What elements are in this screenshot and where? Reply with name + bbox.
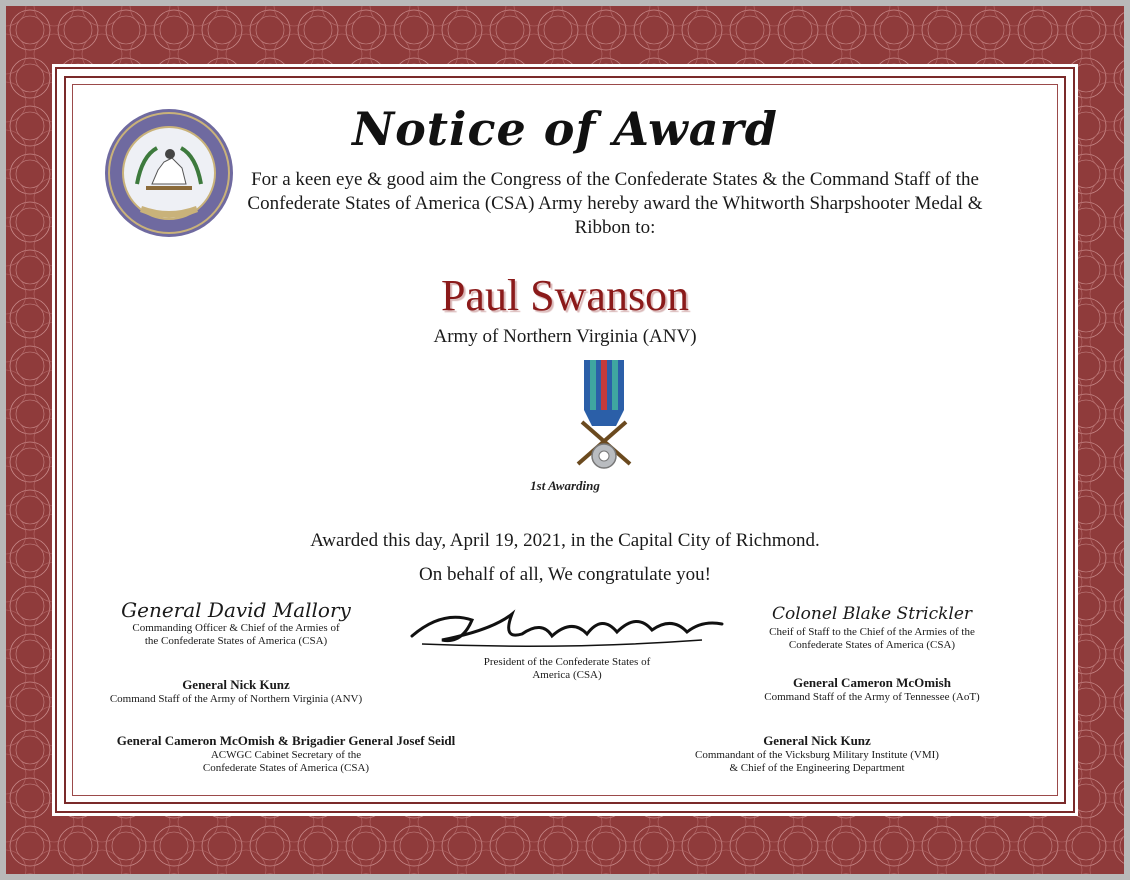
sharpshooter-medal-icon — [572, 360, 636, 476]
signature-role: Confederate States of America (CSA) — [788, 639, 956, 651]
awarding-count: 1st Awarding — [530, 478, 600, 493]
signature-name: General Cameron McOmish — [793, 675, 951, 690]
signature-mcomish-seidl — [86, 732, 486, 775]
signature-role: Confederate States of America (CSA) — [202, 762, 370, 774]
recipient-unit: Army of Northern Virginia (ANV) — [433, 326, 697, 347]
signature-role: President of the Confederate States of — [483, 656, 651, 668]
signature-strickler — [732, 602, 1012, 652]
signature-role: Command Staff of the Army of Northern Virginia (ANV) — [109, 693, 363, 705]
president-signature-image — [402, 600, 732, 652]
certificate-body — [64, 76, 1066, 804]
signature-name: General Nick Kunz — [763, 733, 871, 748]
page-title: Notice of Award — [352, 102, 778, 156]
signature-kunz-anv — [96, 676, 376, 706]
recipient-name: Paul Swanson — [440, 271, 690, 320]
signature-name: General Nick Kunz — [182, 677, 290, 692]
signature-role: Command Staff of the Army of Tennessee (AoT) — [764, 691, 980, 703]
signature-role: Commanding Officer & Chief of the Armies of — [132, 622, 340, 634]
signature-script: General David Mallory — [121, 598, 351, 622]
signature-role: America (CSA) — [532, 669, 602, 681]
signature-role: Commandant of the Vicksburg Military Institute (VMI) — [695, 749, 939, 761]
signature-mallory — [106, 598, 366, 648]
signature-mcomish-aot — [722, 674, 1022, 704]
congratulations-line: On behalf of all, We congratulate you! — [419, 564, 711, 585]
signature-name: General Cameron McOmish & Brigadier General Josef Seidl — [116, 733, 456, 748]
signature-script: Colonel Blake Strickler — [771, 604, 973, 624]
signature-president — [442, 656, 692, 682]
signature-role: the Confederate States of America (CSA) — [144, 635, 328, 647]
signature-role: Cheif of Staff to the Chief of the Armies of the — [769, 626, 975, 638]
awarded-date-line: Awarded this day, April 19, 2021, in the Capital City of Richmond. — [310, 530, 820, 551]
award-description: For a keen eye & good aim the Congress of the Confederate States & the Command Staff of the Confederate States of America (CSA) Army hereby award the Whitworth Sharpshooter Medal & Ribbon to: — [247, 169, 983, 238]
signature-role: & Chief of the Engineering Department — [729, 762, 905, 774]
signature-kunz-vmi — [662, 732, 972, 775]
signature-role: ACWGC Cabinet Secretary of the — [210, 749, 362, 761]
